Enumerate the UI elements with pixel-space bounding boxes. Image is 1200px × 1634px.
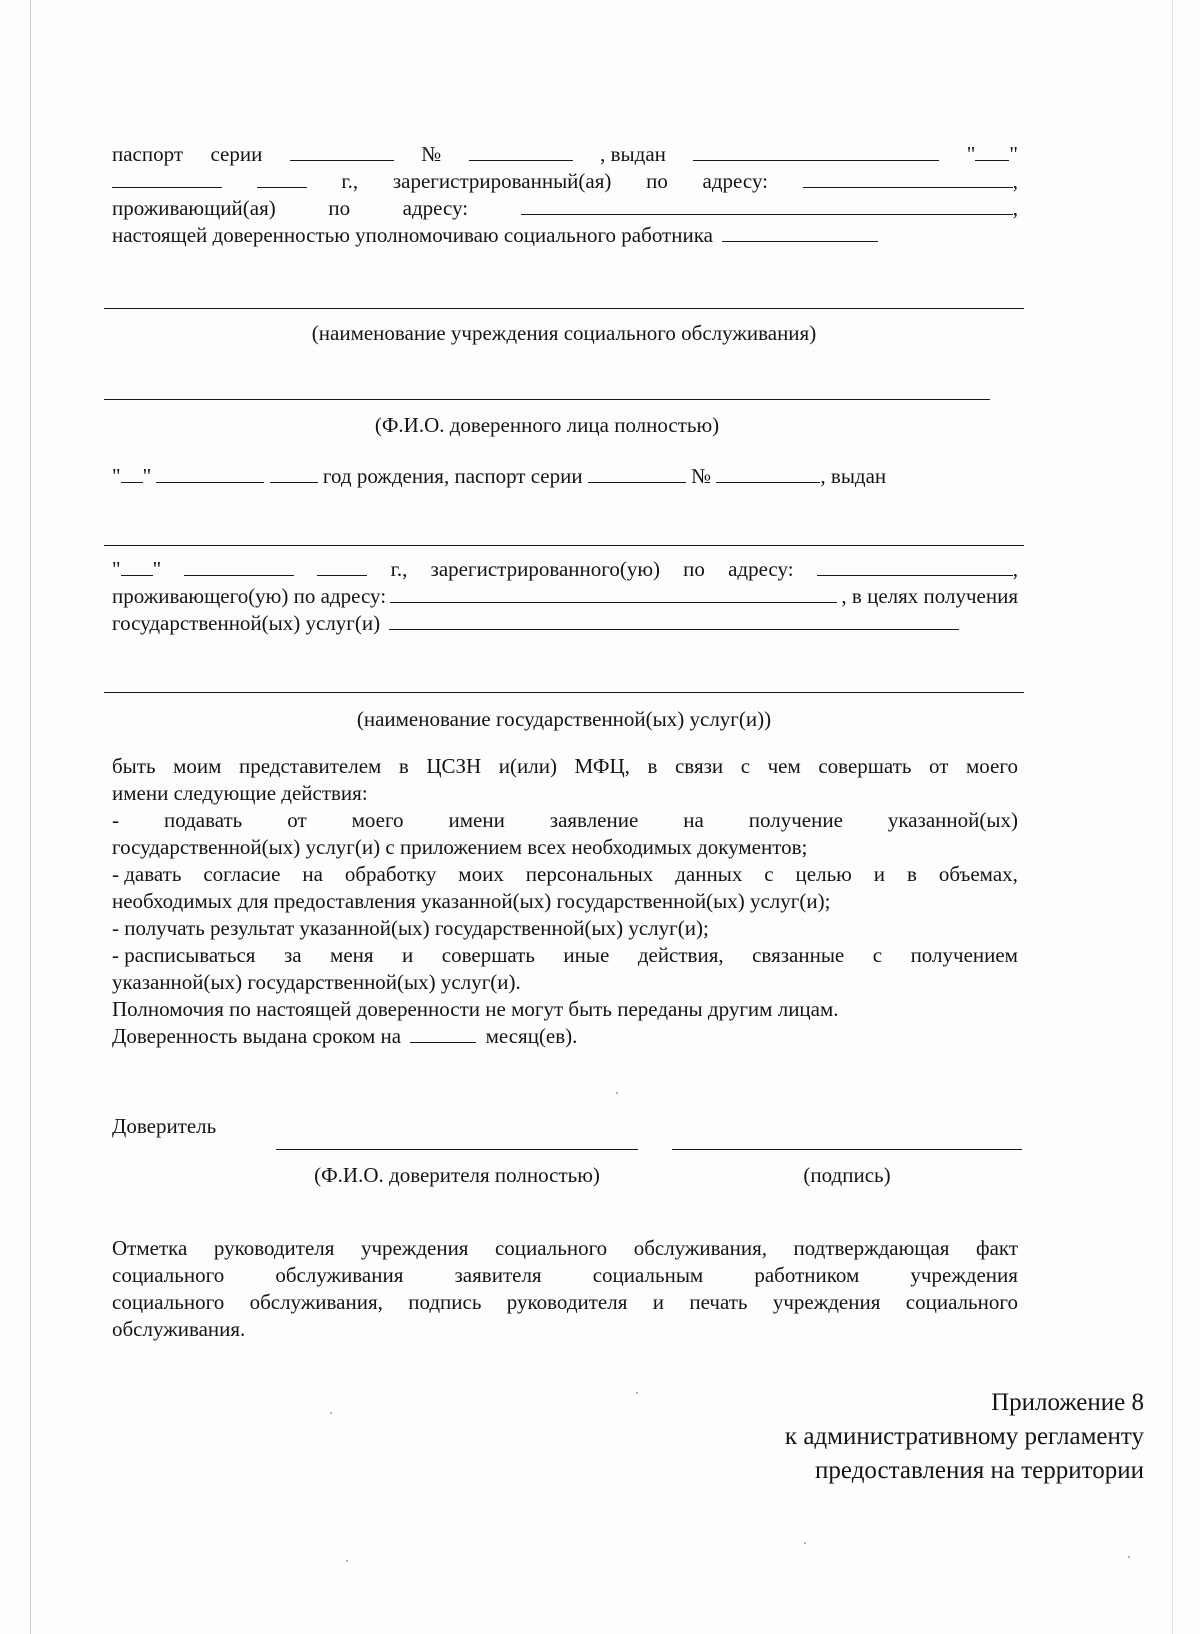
word: согласие xyxy=(203,862,281,886)
social-worker-blank xyxy=(722,223,878,242)
scan-edge-right xyxy=(1172,0,1173,1634)
powers-line-10: Полномочия по настоящей доверенности не могут быть переданы другим лицам. xyxy=(112,997,839,1021)
word: связи xyxy=(674,754,724,778)
scan-speck xyxy=(330,1412,332,1414)
trustee-registration-address-blank xyxy=(817,557,1013,576)
word: с xyxy=(872,943,883,967)
word: учреждения xyxy=(360,1236,469,1260)
word: чем xyxy=(767,754,801,778)
word: - давать xyxy=(112,862,182,886)
word: учреждения xyxy=(910,1263,1018,1287)
word: указанной(ых) xyxy=(887,808,1018,832)
passport-series-blank xyxy=(290,142,394,161)
caption-services: (наименование государственной(ых) услуг(и)) xyxy=(356,707,772,731)
word: и xyxy=(402,943,414,967)
trustee-residence-line: проживающего(ую) по адресу: , в целях получения xyxy=(112,584,1018,608)
registration-address-blank xyxy=(803,169,1013,188)
trustee-name-rule xyxy=(104,399,990,400)
word: связанные xyxy=(752,943,845,967)
word: в xyxy=(398,754,409,778)
powers-line-7: - получать результат указанной(ых) государственной(ых) услуг(и); xyxy=(112,916,709,940)
word: подпись xyxy=(408,1290,482,1314)
word: обслуживания xyxy=(275,1263,404,1287)
word: быть xyxy=(112,754,156,778)
word: на xyxy=(683,808,704,832)
note-line-4: обслуживания. xyxy=(112,1317,246,1341)
trustee-birth-passport-line: " " год рождения, паспорт серии № , выдан xyxy=(112,464,887,488)
word: объемах, xyxy=(938,862,1018,886)
scan-speck xyxy=(346,1560,348,1562)
powers-line-6: необходимых для предоставления указанной(ых) государственной(ых) услуг(и); xyxy=(112,889,831,913)
appendix-title: Приложение 8 xyxy=(991,1389,1144,1416)
word: действия, xyxy=(637,943,724,967)
scan-speck xyxy=(616,1092,618,1094)
word: обслуживания, xyxy=(249,1290,383,1314)
powers-line-8 xyxy=(112,942,1018,968)
word: иные xyxy=(563,943,610,967)
issue-month-blank xyxy=(112,169,222,188)
word: заявление xyxy=(549,808,639,832)
scan-speck xyxy=(636,1392,638,1394)
trustee-issue-day-blank xyxy=(121,557,153,576)
word: социального xyxy=(112,1263,225,1287)
word: работником xyxy=(754,1263,860,1287)
principal-name-rule xyxy=(276,1149,638,1150)
issued-by-blank xyxy=(693,142,939,161)
word: в xyxy=(906,862,917,886)
word: и(или) xyxy=(498,754,557,778)
word: Отметка xyxy=(112,1236,188,1260)
word: печать xyxy=(689,1290,748,1314)
trustee-issue-month-blank xyxy=(184,557,294,576)
residence-address-blank xyxy=(521,196,1013,215)
word: МФЦ, xyxy=(574,754,630,778)
authorization-line: настоящей доверенностью уполномочиваю социального работника xyxy=(112,222,1018,248)
word: социального xyxy=(905,1290,1018,1314)
principal-registration-line: г., зарегистрированный(ая) по адресу: , xyxy=(112,168,1018,194)
caption-principal-name: (Ф.И.О. доверителя полностью) xyxy=(314,1163,600,1187)
word: и xyxy=(652,1290,664,1314)
word: с xyxy=(740,754,751,778)
services-blank xyxy=(389,611,959,630)
principal-label: Доверитель xyxy=(112,1114,217,1138)
word: обслуживания, xyxy=(633,1236,767,1260)
word: социального xyxy=(494,1236,608,1260)
word: персональных xyxy=(525,862,654,886)
word: в xyxy=(647,754,658,778)
word: данных xyxy=(675,862,743,886)
word: целью xyxy=(795,862,852,886)
powers-line-5 xyxy=(112,861,1018,887)
powers-line-3 xyxy=(112,807,1018,833)
word: обработку xyxy=(344,862,437,886)
word: от xyxy=(287,808,307,832)
powers-line-2: имени следующие действия: xyxy=(112,781,368,805)
note-line-2 xyxy=(112,1262,1018,1288)
caption-institution: (наименование учреждения социального обслуживания) xyxy=(311,321,817,345)
word: руководителя xyxy=(213,1236,335,1260)
note-line-3 xyxy=(112,1289,1018,1315)
word: за xyxy=(283,943,302,967)
word: факт xyxy=(975,1236,1018,1260)
caption-trustee-name: (Ф.И.О. доверенного лица полностью) xyxy=(374,413,720,437)
powers-line-4: государственной(ых) услуг(и) с приложением всех необходимых документов; xyxy=(112,835,808,859)
appendix-heading xyxy=(785,1386,1144,1488)
word: - xyxy=(112,808,119,832)
trustee-birth-day-blank xyxy=(121,464,143,483)
word: меня xyxy=(330,943,374,967)
caption-signature: (подпись) xyxy=(803,1163,891,1187)
appendix-subtitle-1: к административному регламенту xyxy=(784,1423,1144,1450)
term-months-blank xyxy=(410,1024,476,1043)
trustee-issue-year-blank xyxy=(317,557,367,576)
scan-edge-left xyxy=(30,0,31,1634)
trustee-passport-series-blank xyxy=(588,464,686,483)
principal-residence-line: проживающий(ая) по адресу: , xyxy=(112,196,1018,220)
note-line-1 xyxy=(112,1235,1018,1261)
word: и xyxy=(873,862,886,886)
powers-line-9: указанной(ых) государственной(ых) услуг(и). xyxy=(112,970,521,994)
appendix-subtitle-2: предоставления на территории xyxy=(815,1457,1144,1484)
word: руководителя xyxy=(506,1290,628,1314)
word: представителем xyxy=(239,754,382,778)
trustee-residence-address-blank xyxy=(390,584,837,603)
word: социальным xyxy=(592,1263,704,1287)
institution-rule xyxy=(104,308,1024,309)
word: получение xyxy=(748,808,843,832)
scan-speck xyxy=(804,1542,806,1544)
word: подтверждающая xyxy=(793,1236,950,1260)
word: заявителя xyxy=(454,1263,542,1287)
word: моего xyxy=(966,754,1018,778)
passport-number-blank xyxy=(469,142,573,161)
trustee-issued-by-rule xyxy=(104,545,1024,546)
services-line: государственной(ых) услуг(и) xyxy=(112,610,1018,636)
word: - расписываться xyxy=(112,943,256,967)
trustee-passport-number-blank xyxy=(716,464,820,483)
word: учреждения xyxy=(772,1290,881,1314)
word: моим xyxy=(173,754,222,778)
issue-year-blank xyxy=(257,169,307,188)
term-line: Доверенность выдана сроком на месяц(ев). xyxy=(112,1024,578,1048)
word: совершать xyxy=(818,754,912,778)
word: социального xyxy=(112,1290,225,1314)
scan-speck xyxy=(1128,1556,1130,1558)
powers-line-1 xyxy=(112,753,1018,779)
issue-day-blank xyxy=(975,142,1009,161)
word: подавать xyxy=(163,808,243,832)
word: совершать xyxy=(441,943,535,967)
trustee-birth-month-blank xyxy=(156,464,264,483)
word: имени xyxy=(448,808,505,832)
word: моего xyxy=(351,808,404,832)
word: с xyxy=(764,862,774,886)
word: моих xyxy=(458,862,504,886)
word: от xyxy=(929,754,949,778)
services-rule xyxy=(104,692,1024,693)
word: на xyxy=(302,862,323,886)
principal-passport-line: паспорт серии № , выдан " " xyxy=(112,142,1018,166)
signature-rule xyxy=(672,1149,1022,1150)
word: ЦСЗН xyxy=(426,754,482,778)
word: получением xyxy=(910,943,1018,967)
trustee-birth-year-blank xyxy=(270,464,318,483)
trustee-registration-line: " " г., зарегистрированного(ую) по адресу: , xyxy=(112,557,1018,581)
